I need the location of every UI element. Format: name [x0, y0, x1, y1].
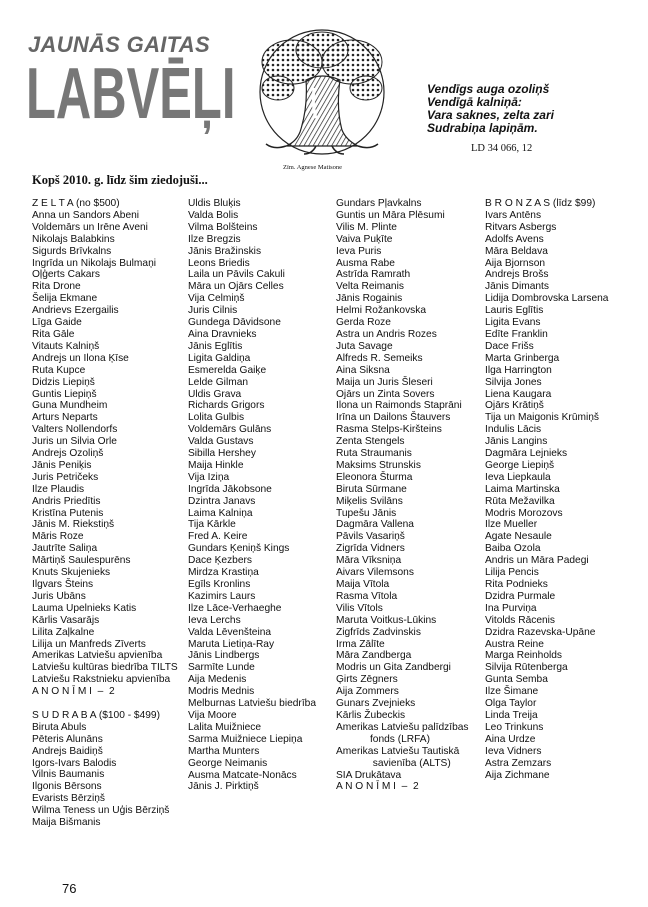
donor-name: Māra Vīksniņa [336, 555, 402, 567]
donor-column-3 [336, 198, 469, 793]
masthead-title: LABVĒĻI [26, 54, 236, 134]
donor-name: Richards Grigors [188, 400, 265, 412]
verse-line: Vendīgs auga ozoliņš [427, 82, 550, 96]
donor-name: Ilona un Raimonds Staprāni [336, 400, 462, 412]
donor-name: Ligita Galdiņa [188, 352, 251, 364]
donor-name: Kazimirs Laurs [188, 590, 256, 602]
donor-name: Laima Kalniņa [188, 507, 253, 519]
donor-name: Jānis Lindbergs [188, 650, 260, 662]
donor-name: Andrievs Ezergailis [32, 305, 119, 317]
donor-name: Gundars Pļavkalns [336, 198, 422, 209]
donor-name: Modris Mednis [188, 686, 255, 698]
donor-name: Aina Urdze [485, 733, 536, 745]
donor-name: Jānis Bražinskis [188, 245, 262, 257]
donor-name: Latviešu kultūras biedrība TILTS [32, 662, 178, 674]
tier-heading: S U D R A B A ($100 - $499) [32, 709, 160, 721]
donor-name: Ausma Matcate-Nonācs [188, 769, 297, 781]
donor-name: Biruta Sūrmane [336, 483, 407, 495]
donor-name: Ina Purviņa [485, 602, 537, 614]
donor-name: Fred A. Keire [188, 531, 248, 543]
donor-name: fonds (LRFA) [336, 733, 430, 745]
donor-name: Adolfs Avens [485, 233, 544, 245]
donor-name: Alfreds R. Semeiks [336, 352, 423, 364]
donor-name: Dzintra Janavs [188, 495, 256, 507]
donor-name: Oļģerts Cakars [32, 269, 100, 281]
donor-name: Māra Zandberga [336, 650, 412, 662]
donor-name: Ģirts Zēgners [336, 674, 398, 686]
donor-name: Liena Kaugara [485, 388, 552, 400]
donor-name: Ilgvars Šteins [32, 579, 94, 590]
donor-name: Ilze Mueller [485, 519, 538, 531]
donor-name: Irīna un Dailons Štauvers [336, 412, 451, 424]
donor-name: Anna un Sandors Abeni [32, 209, 140, 221]
donor-name: Linda Treija [485, 709, 538, 721]
donor-name: Ilga Harrington [485, 364, 552, 376]
donor-name: Astra Zemzars [485, 757, 552, 769]
donor-name: Aivars Vilemsons [336, 567, 414, 579]
donor-name: Baiba Ozola [485, 543, 541, 555]
donor-name: Vija Iziņa [188, 471, 230, 483]
donor-name: Pāvils Vasariņš [336, 531, 405, 543]
donor-name: Juris Cilnis [188, 305, 238, 317]
donor-name: Andris Priedītis [32, 495, 101, 507]
donor-name: Juta Savage [336, 340, 393, 352]
donor-name: Jānis Eglītis [188, 340, 243, 352]
verse-line: Vara saknes, zelta zari [427, 108, 554, 122]
folk-verse [427, 83, 554, 135]
donor-name: Sarma Muižniece Liepiņa [188, 733, 303, 745]
donor-name: Andrejs Baidiņš [32, 745, 103, 757]
donor-name: Gunta Semba [485, 674, 548, 686]
donor-name: Zigfrīds Zadvinskis [336, 626, 421, 638]
donor-name: Sigurds Brīvkalns [32, 245, 112, 257]
donor-name: Gerda Roze [336, 317, 391, 329]
donor-name: Aija Zichmane [485, 769, 550, 781]
donor-name: A N O N Ī M I – 2 [336, 781, 419, 793]
donor-name: Rita Drone [32, 281, 81, 293]
donor-name: Māris Roze [32, 531, 84, 543]
page-number: 76 [62, 881, 77, 896]
donor-name: Ivars Antēns [485, 209, 542, 221]
donor-name: Helmi Rožankovska [336, 305, 427, 317]
donor-name: Marta Grinberga [485, 352, 560, 364]
donor-name: Maksims Strunskis [336, 459, 421, 471]
donor-name: Velta Reimanis [336, 281, 404, 293]
donor-name: Lolita Gulbis [188, 412, 245, 424]
donor-name: A N O N Ī M I – 2 [32, 686, 115, 698]
donor-name: Andris un Māra Padegi [485, 555, 589, 567]
donor-name: Astra un Andris Rozes [336, 328, 437, 340]
donor-name: Miķelis Svilāns [336, 495, 403, 507]
masthead-series: JAUNĀS GAITAS [28, 32, 210, 57]
donor-name: Vaiva Puķīte [336, 233, 393, 245]
donor-name: Biruta Abuls [32, 721, 87, 733]
donor-name: Maruta Lietiņa-Ray [188, 638, 275, 650]
donor-name: Valda Bolis [188, 209, 239, 221]
donor-name: Andrejs un Ilona Ķīse [32, 352, 129, 364]
donor-name: Marga Reinholds [485, 650, 563, 662]
donor-column-2 [188, 198, 316, 793]
donor-name: Igors-Ivars Balodis [32, 757, 117, 769]
donor-name: Mirdza Krastiņa [188, 567, 259, 579]
donor-name: Juris Ubāns [32, 590, 86, 602]
donor-name: Māra Beldava [485, 245, 548, 257]
donor-name: Tija un Maigonis Krūmiņš [485, 412, 599, 424]
donor-name: Indulis Lācis [485, 424, 542, 436]
donor-name: Rasma Vītola [336, 590, 398, 602]
donor-name: Vitauts Kalniņš [32, 340, 100, 352]
donor-name: Uldis Bluķis [188, 198, 241, 209]
donor-name: Edīte Franklin [485, 328, 548, 340]
donor-name: Aina Dravnieks [188, 328, 257, 340]
donor-name: Tupešu Jānis [336, 507, 397, 519]
donor-name: Aija Medenis [188, 674, 247, 686]
donor-name: Vija Moore [188, 709, 237, 721]
donor-column-1 [32, 198, 178, 829]
donor-name: Guna Mundheim [32, 400, 108, 412]
donor-name: Eleonora Šturma [336, 471, 413, 483]
donor-name: Jānis Dimants [485, 281, 549, 293]
donor-name: Leons Briedis [188, 257, 250, 269]
donor-name: Ieva Vidners [485, 745, 542, 757]
donor-name: Melburnas Latviešu biedrība [188, 698, 316, 710]
donor-name: Voldemārs Gulāns [188, 424, 272, 436]
donor-name: Jānis Peniķis [32, 459, 92, 471]
tier-heading: Z E L T A (no $500) [32, 198, 120, 209]
donor-name: Vitolds Rācenis [485, 614, 556, 626]
donor-name: Modris Morozovs [485, 507, 563, 519]
donor-name: Juris un Silvia Orle [32, 436, 117, 448]
donor-name: Dagmāra Lejnieks [485, 448, 568, 460]
verse-line: Sudrabiņa lapiņām. [427, 121, 538, 135]
donor-name: Jānis Langins [485, 436, 548, 448]
donor-name: Lauma Upelnieks Katis [32, 602, 137, 614]
donor-name: Sarmīte Lunde [188, 662, 255, 674]
donor-name: Tija Kārkle [188, 519, 236, 531]
donor-name: Gunars Zvejnieks [336, 698, 416, 710]
donor-name: Šelija Ekmane [32, 293, 98, 305]
verse-line: Vendīgā kalniņā: [427, 95, 522, 109]
donor-name: Ausma Rabe [336, 257, 395, 269]
donor-name: Aija Bjornson [485, 257, 546, 269]
donor-name: Aina Siksna [336, 364, 390, 376]
donor-name: Valters Nollendorfs [32, 424, 118, 436]
donor-name: Jānis M. Riekstiņš [32, 519, 115, 531]
donor-name: Maija un Juris Šleseri [336, 376, 433, 388]
donor-name: Ojārs Krātiņš [485, 400, 544, 412]
donor-name: Ruta Straumanis [336, 448, 412, 460]
donor-name: Martha Munters [188, 745, 260, 757]
donor-name: Rasma Stelps-Kiršteins [336, 424, 442, 436]
donor-name: Ieva Lerchs [188, 614, 241, 626]
donor-column-4 [485, 198, 608, 781]
donor-name: Gundega Dāvidsone [188, 317, 281, 329]
oak-tree-illustration [256, 28, 388, 156]
donor-name: Ilgonis Bērsons [32, 781, 102, 793]
donor-name: Ritvars Asbergs [485, 221, 557, 233]
donor-name: Silvija Rūtenberga [485, 662, 568, 674]
donor-name: Irma Zālīte [336, 638, 385, 650]
donor-name: Voldemārs un Irēne Aveni [32, 221, 148, 233]
donor-name: Ilze Plaudis [32, 483, 85, 495]
donor-name: Egīls Kronlins [188, 579, 251, 590]
donor-name: Silvija Jones [485, 376, 542, 388]
donor-name: Ieva Liepkaula [485, 471, 551, 483]
donor-name: Valda Gustavs [188, 436, 254, 448]
donor-name: Austra Reine [485, 638, 544, 650]
donor-name: Rūta Mežavilka [485, 495, 555, 507]
donor-name: Amerikas Latviešu palīdzības [336, 721, 469, 733]
donor-name: Wilma Teness un Uģis Bērziņš [32, 805, 170, 817]
donor-name: Maija Bišmanis [32, 817, 101, 829]
donor-name: Latviešu Rakstnieku apvienība [32, 674, 171, 686]
donor-name: Agate Nesaule [485, 531, 552, 543]
donor-name: Mārtiņš Saulespurēns [32, 555, 131, 567]
donor-name: Rita Podnieks [485, 579, 548, 590]
donor-name: Vilma Bolšteins [188, 221, 258, 233]
donor-name: Knuts Skujenieks [32, 567, 111, 579]
donor-name: Aija Zommers [336, 686, 399, 698]
donor-name: Valda Lēvenšteina [188, 626, 272, 638]
donor-name: Māra un Ojārs Celles [188, 281, 284, 293]
donor-name: Dagmāra Vallena [336, 519, 414, 531]
verse-reference: LD 34 066, 12 [471, 143, 533, 154]
donor-name: Ingrīda Jākobsone [188, 483, 272, 495]
donor-name: Maruta Voitkus-Lūkins [336, 614, 437, 626]
donor-name: Vilnis Baumanis [32, 769, 105, 781]
donor-name: Sibilla Hershey [188, 448, 256, 460]
illustration-credit: Zīm. Agnese Matisone [283, 164, 343, 171]
donor-name: Ruta Kupce [32, 364, 86, 376]
donor-name: Astrīda Ramrath [336, 269, 411, 281]
donor-name: Nikolajs Balabkins [32, 233, 115, 245]
donor-name: Jānis J. Pirktiņš [188, 781, 259, 793]
donor-name: Lauris Eglītis [485, 305, 544, 317]
donor-name: Andrejs Ozoliņš [32, 448, 104, 460]
donor-name: Uldis Grava [188, 388, 242, 400]
donor-name: Arturs Neparts [32, 412, 98, 424]
donor-name: George Liepiņš [485, 459, 555, 471]
donor-name: Didzis Liepiņš [32, 376, 95, 388]
donor-name: Esmerelda Gaiķe [188, 364, 267, 376]
donor-name: Vilis Vītols [336, 602, 383, 614]
donor-name: Ojārs un Zinta Sovers [336, 388, 435, 400]
donor-name: Lalita Muižniece [188, 721, 262, 733]
donor-name: Rita Gāle [32, 328, 75, 340]
donor-name: Dace Frišs [485, 340, 534, 352]
donor-name: Lelde Gilman [188, 376, 249, 388]
donor-name: Dace Ķezbers [188, 555, 252, 567]
donor-name: Jānis Rogainis [336, 293, 403, 305]
donor-name: Guntis Liepiņš [32, 388, 97, 400]
donor-name: Juris Petričeks [32, 471, 99, 483]
donor-name: Ligita Evans [485, 317, 541, 329]
donor-name: Zenta Stengels [336, 436, 405, 448]
donor-name: George Neimanis [188, 757, 268, 769]
donor-name: Ilze Bregzis [188, 233, 241, 245]
donor-name: Lilita Zaļkalne [32, 626, 95, 638]
donor-name: Laima Martinska [485, 483, 560, 495]
donor-name: Lidija Dombrovska Larsena [485, 293, 609, 305]
donor-name: Ieva Puris [336, 245, 382, 257]
donor-name: Kārlis Žubeckis [336, 709, 406, 721]
donor-name: Lilija un Manfreds Zīverts [32, 638, 146, 650]
donor-name: Ilze Lāce-Verhaeghe [188, 602, 282, 614]
donor-name: Modris un Gita Zandbergi [336, 662, 451, 674]
intro-heading: Kopš 2010. g. līdz šim ziedojuši... [32, 173, 208, 187]
donor-name: Kārlis Vasarājs [32, 614, 100, 626]
donor-name: Ilze Šimane [485, 686, 539, 698]
donor-name: Maija Hinkle [188, 459, 244, 471]
donor-name: Dzidra Purmale [485, 590, 556, 602]
donor-name: Evarists Bērziņš [32, 793, 106, 805]
donor-name: Maija Vītola [336, 579, 390, 590]
spacer [32, 698, 178, 710]
donor-name: Jautrīte Saliņa [32, 543, 98, 555]
donor-name: Kristīna Putenis [32, 507, 104, 519]
donor-name: Leo Trinkuns [485, 721, 544, 733]
donor-name: Dzidra Razevska-Upāne [485, 626, 596, 638]
donor-name: Vija Celmiņš [188, 293, 245, 305]
donor-name: Andrejs Brošs [485, 269, 549, 281]
donor-name: Lilija Pencis [485, 567, 539, 579]
donor-name: Olga Taylor [485, 698, 537, 710]
donor-name: Zigrīda Vidners [336, 543, 405, 555]
donor-name: savienība (ALTS) [336, 757, 451, 769]
tier-heading: B R O N Z A S (līdz $99) [485, 198, 596, 209]
donor-name: Amerikas Latviešu apvienība [32, 650, 163, 662]
donor-name: Guntis un Māra Plēsumi [336, 209, 445, 221]
donor-name: Pēteris Alunāns [32, 733, 103, 745]
donor-name: SIA Drukātava [336, 769, 402, 781]
donor-name: Līga Gaide [32, 317, 82, 329]
donor-name: Laila un Pāvils Cakuli [188, 269, 285, 281]
donor-name: Gundars Ķeniņš Kings [188, 543, 290, 555]
donor-name: Ingrīda un Nikolajs Bulmaņi [32, 257, 157, 269]
donor-name: Vilis M. Plinte [336, 221, 397, 233]
donor-name: Amerikas Latviešu Tautiskā [336, 745, 460, 757]
